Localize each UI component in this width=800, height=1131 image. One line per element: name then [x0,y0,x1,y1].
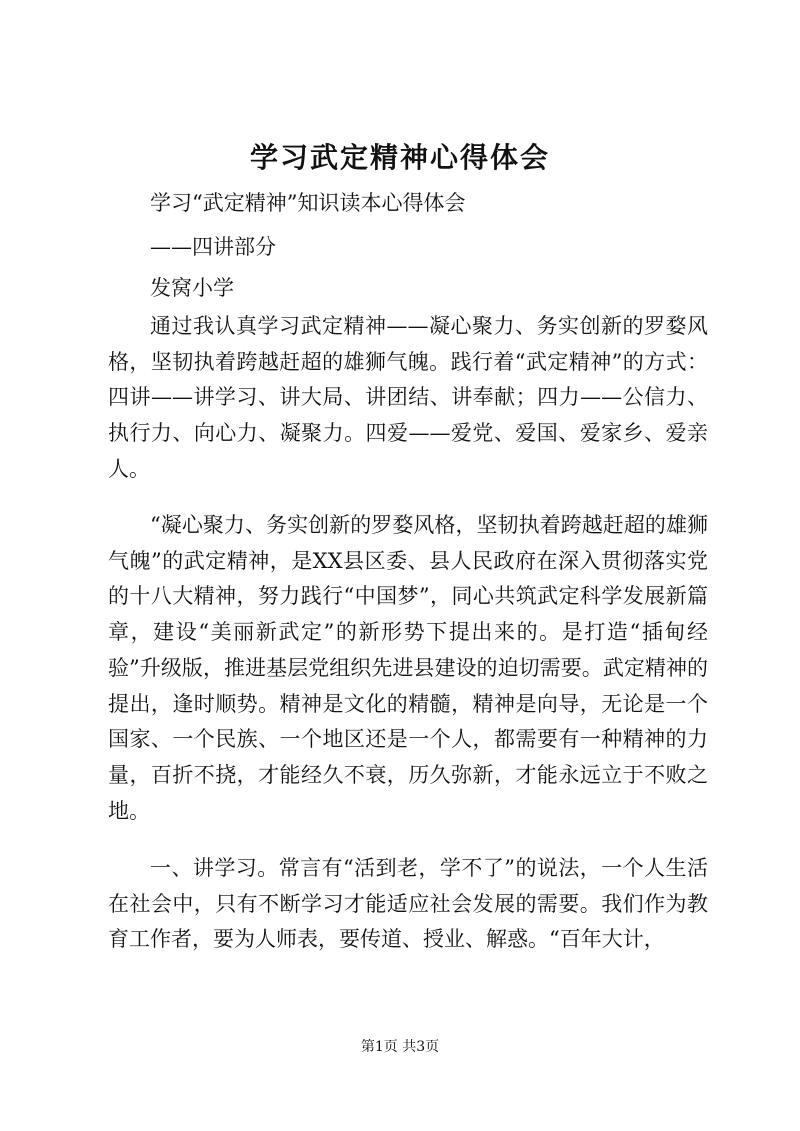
subtitle: 学习“武定精神”知识读本心得体会 [150,191,466,215]
school-name: 发窝小学 [150,276,234,300]
document-title: 学习武定精神心得体会 [249,141,550,174]
paragraph-intro: 通过我认真学习武定精神——凝心聚力、务实创新的罗婺风格，坚韧执着跨越赶超的雄狮气魄。践行着“武定精神”的方式：四讲——讲学习、讲大局、讲团结、讲奉献；四力——公信力、执行力、向心力、凝聚力。四爱——爱党、爱国、爱家乡、爱亲人。 [108,314,708,481]
paragraph-study: 一、讲学习。常言有“活到老，学不了”的说法，一个人生活在社会中，只有不断学习才能适应社会发展的需要。我们作为教育工作者，要为人师表，要传道、授业、解惑。“百年大计， [108,856,708,952]
paragraph-spirit: “凝心聚力、务实创新的罗婺风格，坚韧执着跨越赶超的雄狮气魄”的武定精神，是XX县区委、县人民政府在深入贯彻落实党的十八大精神，努力践行“中国梦”，同心共筑武定科学发展新篇章，建设“美丽新武定”的新形势下提出来的。是打造“插甸经验”升级版，推进基层党组织先进县建设的迫切需要。武定精神的提出，逢时顺势。精神是文化的精髓，精神是向导，无论是一个国家、一个民族、一个地区还是一个人，都需要有一种精神的力量，百折不挠，才能经久不衰，历久弥新，才能永远立于不败之地。 [108,513,708,823]
section-label: ——四讲部分 [150,235,276,259]
page-footer: 第1页 共3页 [360,1039,440,1055]
